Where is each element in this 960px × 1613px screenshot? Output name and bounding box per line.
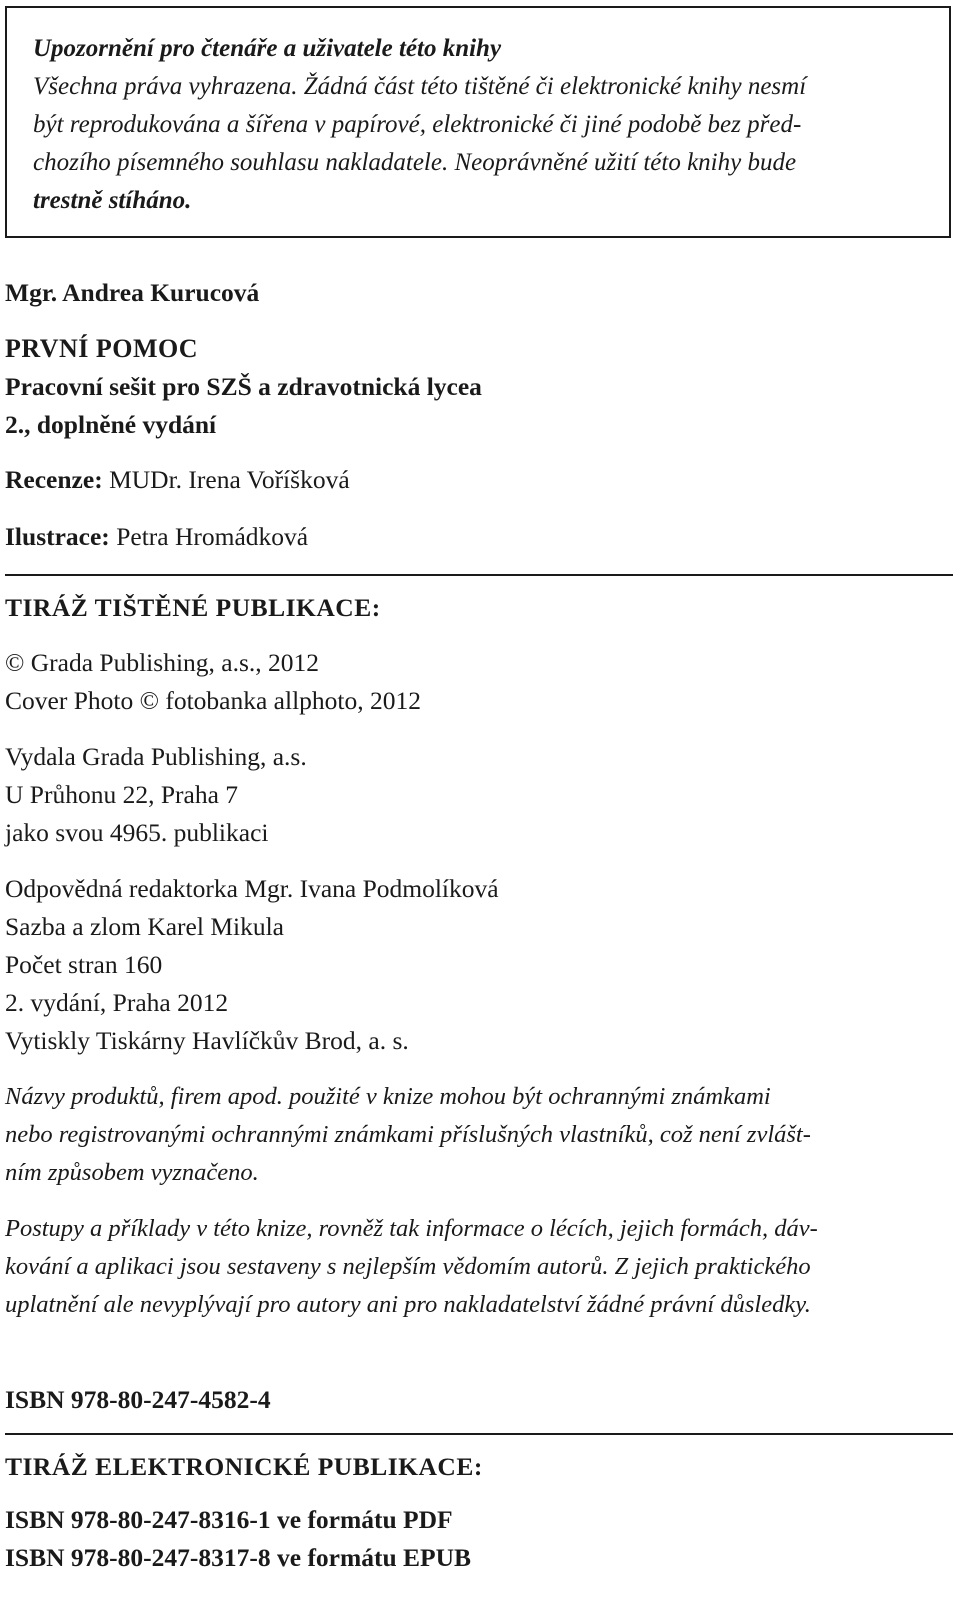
trademark-line: ním způsobem vyznačeno.	[5, 1159, 259, 1186]
production-line: Odpovědná redaktorka Mgr. Ivana Podmolíková	[5, 874, 499, 903]
book-subtitle: Pracovní sešit pro SZŠ a zdravotnická lycea	[5, 372, 482, 401]
copyright-line: Cover Photo © fotobanka allphoto, 2012	[5, 686, 421, 715]
section-divider	[5, 1433, 953, 1435]
copyright-line: © Grada Publishing, a.s., 2012	[5, 648, 320, 677]
author-name: Mgr. Andrea Kurucová	[5, 278, 260, 307]
copyright-notice-box	[5, 6, 951, 238]
illustration-credit	[5, 524, 308, 550]
review-label: Recenze:	[5, 465, 103, 494]
production-line: Sazba a zlom Karel Mikula	[5, 912, 284, 941]
illustration-label: Ilustrace:	[5, 522, 110, 551]
disclaimer-line: Postupy a příklady v této knize, rovněž tak informace o lécích, jejich formách, dáv-	[5, 1215, 818, 1242]
production-line: Vytiskly Tiskárny Havlíčkův Brod, a. s.	[5, 1026, 409, 1055]
production-line: Počet stran 160	[5, 950, 163, 979]
section-divider	[5, 574, 953, 576]
trademark-line: nebo registrovanými ochrannými známkami příslušných vlastníků, což není zvlášt-	[5, 1121, 811, 1148]
print-imprint-heading: TIRÁŽ TIŠTĚNÉ PUBLIKACE:	[5, 593, 381, 622]
notice-line: být reprodukována a šířena v papírové, elektronické či jiné podobě bez před-	[33, 111, 802, 138]
print-isbn: ISBN 978-80-247-4582-4	[5, 1385, 271, 1414]
notice-title: Upozornění pro čtenáře a uživatele této knihy	[33, 35, 502, 62]
book-title: PRVNÍ POMOC	[5, 334, 199, 363]
trademark-line: Názvy produktů, firem apod. použité v knize mohou být ochrannými známkami	[5, 1083, 771, 1110]
book-edition: 2., doplněné vydání	[5, 410, 217, 439]
publisher-line: jako svou 4965. publikaci	[5, 818, 269, 847]
notice-last-line: trestně stíháno.	[33, 187, 192, 214]
publisher-line: U Průhonu 22, Praha 7	[5, 780, 239, 809]
disclaimer-line: uplatnění ale nevyplývají pro autory ani pro nakladatelství žádné právní důsledky.	[5, 1291, 811, 1318]
isbn-pdf: ISBN 978-80-247-8316-1 ve formátu PDF	[5, 1505, 453, 1534]
review-credit	[5, 467, 350, 493]
disclaimer-line: kování a aplikaci jsou sestaveny s nejlepším vědomím autorů. Z jejich praktického	[5, 1253, 811, 1280]
illustration-name: Petra Hromádková	[116, 522, 309, 551]
production-line: 2. vydání, Praha 2012	[5, 988, 229, 1017]
isbn-epub: ISBN 978-80-247-8317-8 ve formátu EPUB	[5, 1543, 472, 1572]
notice-line: Všechna práva vyhrazena. Žádná část této tištěné či elektronické knihy nesmí	[33, 73, 807, 100]
publisher-line: Vydala Grada Publishing, a.s.	[5, 742, 307, 771]
electronic-imprint-heading: TIRÁŽ ELEKTRONICKÉ PUBLIKACE:	[5, 1452, 483, 1481]
review-name: MUDr. Irena Voříšková	[109, 465, 350, 494]
notice-line: chozího písemného souhlasu nakladatele. Neoprávněné užití této knihy bude	[33, 149, 797, 176]
